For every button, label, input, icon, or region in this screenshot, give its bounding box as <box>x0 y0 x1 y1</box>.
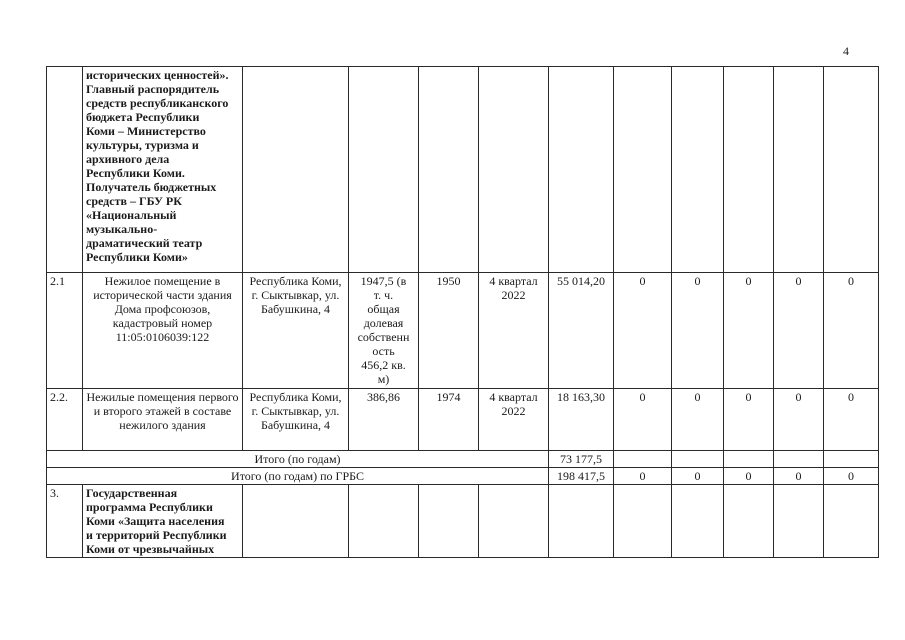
object-sum: 55 014,20 <box>549 273 614 389</box>
program-description: Государственная программа Республики Коми «Защита населения и территорий Республики Коми от чрезвычайных <box>83 485 243 558</box>
object-term: 4 квартал 2022 <box>479 389 549 451</box>
object-term: 4 квартал 2022 <box>479 273 549 389</box>
value-cell: 0 <box>614 273 672 389</box>
object-area: 1947,5 (в т. ч. общая долевая собственн ость 456,2 кв. м) <box>349 273 419 389</box>
total-label: Итого (по годам) по ГРБС <box>47 468 549 485</box>
value-cell: 0 <box>824 389 879 451</box>
row-number: 2.1 <box>47 273 83 389</box>
object-name: Нежилое помещение в исторической части здания Дома профсоюзов, кадастровый номер 11:05:0106039:122 <box>83 273 243 389</box>
value-cell: 0 <box>614 389 672 451</box>
table-row <box>47 273 879 389</box>
total-row <box>47 468 879 485</box>
subtotal-row <box>47 451 879 468</box>
page-number: 4 <box>843 44 849 58</box>
program-description: исторических ценностей». Главный распорядитель средств республиканского бюджета Республики Коми – Министерство культуры, туризма и архивного дела Республики Коми. Получатель бюджетных средств – ГБУ РК «Национальный музыкально- драматический театр Республики Коми» <box>83 67 243 273</box>
row-number: 3. <box>47 485 83 558</box>
subtotal-label: Итого (по годам) <box>47 451 549 468</box>
value-cell: 0 <box>672 273 724 389</box>
value-cell: 0 <box>824 468 879 485</box>
total-sum: 198 417,5 <box>549 468 614 485</box>
value-cell: 0 <box>672 468 724 485</box>
value-cell: 0 <box>774 273 824 389</box>
table-row <box>47 389 879 451</box>
object-year: 1950 <box>419 273 479 389</box>
value-cell: 0 <box>824 273 879 389</box>
object-address: Республика Коми, г. Сыктывкар, ул. Бабушкина, 4 <box>243 273 349 389</box>
object-area: 386,86 <box>349 389 419 451</box>
value-cell: 0 <box>774 468 824 485</box>
subtotal-sum: 73 177,5 <box>549 451 614 468</box>
object-sum: 18 163,30 <box>549 389 614 451</box>
table-row <box>47 485 879 558</box>
object-address: Республика Коми, г. Сыктывкар, ул. Бабушкина, 4 <box>243 389 349 451</box>
property-table <box>46 66 879 558</box>
row-number <box>47 67 83 273</box>
value-cell: 0 <box>724 389 774 451</box>
row-number: 2.2. <box>47 389 83 451</box>
value-cell: 0 <box>774 389 824 451</box>
value-cell: 0 <box>724 273 774 389</box>
value-cell: 0 <box>672 389 724 451</box>
value-cell: 0 <box>724 468 774 485</box>
object-year: 1974 <box>419 389 479 451</box>
table-row <box>47 67 879 273</box>
value-cell: 0 <box>614 468 672 485</box>
object-name: Нежилые помещения первого и второго этажей в составе нежилого здания <box>83 389 243 451</box>
